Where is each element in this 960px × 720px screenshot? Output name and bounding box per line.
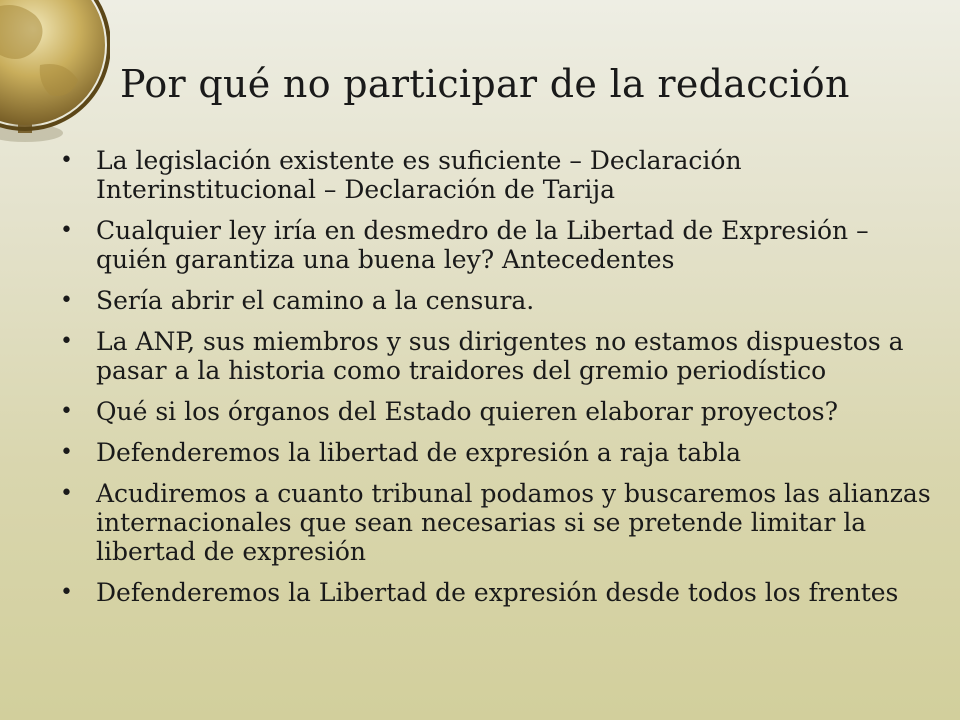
bullet-text: La legislación existente es suficiente – Declaración Interinstitucional – Declaración de Tarija — [96, 146, 742, 204]
globe-icon — [0, 0, 110, 145]
bullet-text: Cualquier ley iría en desmedro de la Libertad de Expresión – quién garantiza una buena ley? Antecedentes — [96, 216, 869, 274]
bullet-item — [60, 578, 940, 607]
bullet-marker: • — [60, 481, 73, 506]
bullet-text: Qué si los órganos del Estado quieren elaborar proyectos? — [96, 397, 838, 426]
bullet-text: Acudiremos a cuanto tribunal podamos y buscaremos las alianzas internacionales que sean necesarias si se pretende limitar la libertad de expresión — [96, 479, 931, 566]
bullet-item — [60, 327, 940, 385]
bullet-text: Sería abrir el camino a la censura. — [96, 286, 535, 315]
bullet-marker: • — [60, 288, 73, 313]
bullet-marker: • — [60, 329, 73, 354]
bullet-text: La ANP, sus miembros y sus dirigentes no estamos dispuestos a pasar a la historia como traidores del gremio periodístico — [96, 327, 904, 385]
slide-title: Por qué no participar de la redacción — [120, 62, 850, 106]
bullet-list — [60, 146, 940, 619]
bullet-marker: • — [60, 218, 73, 243]
bullet-marker: • — [60, 580, 73, 605]
bullet-item — [60, 286, 940, 315]
bullet-item — [60, 146, 940, 204]
bullet-text: Defenderemos la Libertad de expresión desde todos los frentes — [96, 578, 899, 607]
bullet-text: Defenderemos la libertad de expresión a raja tabla — [96, 438, 742, 467]
bullet-marker: • — [60, 399, 73, 424]
bullet-marker: • — [60, 148, 73, 173]
bullet-item — [60, 216, 940, 274]
bullet-item — [60, 479, 940, 566]
bullet-item — [60, 438, 940, 467]
bullet-marker: • — [60, 440, 73, 465]
bullet-item — [60, 397, 940, 426]
